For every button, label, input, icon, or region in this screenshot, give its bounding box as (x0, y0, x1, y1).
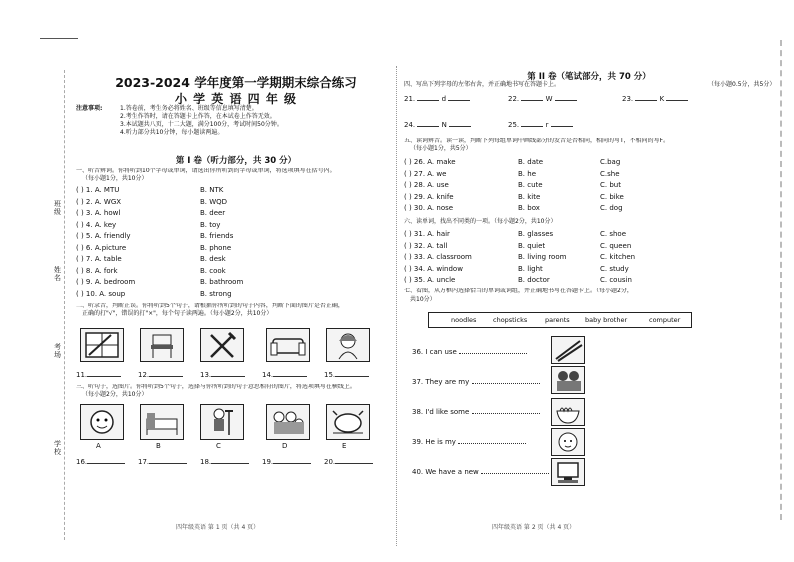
s3-answer-row (76, 458, 386, 470)
answer-blank[interactable] (87, 376, 121, 377)
side-label-name: 姓名 (54, 266, 61, 283)
notice-2: 2.考生作答时，请在答题卡上作答，在本试卷上作答无效。 (120, 113, 276, 120)
s1-item-3-option-a: ( ) 3. A. howl (76, 209, 121, 217)
s5-item-3-c: C. bike (600, 192, 624, 201)
family-icon (267, 405, 309, 439)
picture-b (140, 404, 184, 440)
answer-blank[interactable] (273, 376, 307, 377)
s1-item-10-option-b: B. strong (200, 289, 232, 298)
word-bank-1: chopsticks (493, 316, 528, 324)
s2-answer-num: 12. (138, 371, 150, 379)
s5-item-1-c: C.she (600, 169, 620, 178)
notice-1: 1.答卷前，考生务必将姓名、班级等信息填写清楚。 (120, 105, 258, 112)
fold-line (396, 66, 397, 546)
s6-item-4-c: C. cousin (600, 276, 632, 284)
chopsticks-icon (552, 337, 584, 363)
s4-num: 24. (404, 121, 416, 129)
answer-blank[interactable] (335, 463, 373, 464)
s6-item-4-a: ( ) 35. A. uncle (404, 276, 456, 284)
s3-score: （每小题2分，共10分） (82, 391, 148, 398)
s7-sentences (404, 330, 774, 480)
s3-answer-20[interactable] (324, 458, 386, 466)
s5-item-4-b: B. box (518, 204, 540, 212)
s6-title: 六、读单词，找出不同类的一项。（每小题2分，共10分） (404, 218, 557, 225)
s1-item-4-option-a: ( ) 4. A. key (76, 220, 117, 229)
s1-list (76, 186, 386, 301)
s5-item-4-c: C. dog (600, 204, 623, 212)
noodles-icon (552, 399, 584, 425)
s6-item-0-a: ( ) 31. A. hair (404, 230, 450, 238)
s7-sentence-text: 40. We have a new (412, 468, 479, 476)
side-label-school: 学校 (54, 440, 61, 457)
s3-letter-C: C (216, 442, 221, 450)
s6-item-1-a: ( ) 32. A. tall (404, 241, 448, 250)
s1-item-9-option-b: B. bathroom (200, 278, 244, 286)
answer-blank[interactable] (211, 376, 245, 377)
s2-answer-row (76, 371, 386, 383)
s2-answer-num: 11. (76, 371, 88, 379)
s4-letter: r (545, 121, 549, 129)
s1-item-4-option-b: B. toy (200, 220, 221, 229)
s4-letter: d (441, 95, 447, 103)
girl-icon (327, 329, 369, 361)
s1-item-2-option-b: B. WQD (200, 197, 228, 206)
s6-item-2-a: ( ) 33. A. classroom (404, 253, 472, 261)
s4-items (404, 95, 774, 135)
word-bank-2: parents (545, 316, 570, 324)
s1-item-6-option-b: B. phone (200, 243, 232, 252)
girl-picture (326, 328, 370, 362)
s1-title: 一、听音辨词。你将听到10个字母或单词，请选出你所听到的字母或单词，将选项填写在括号内。 (76, 168, 336, 174)
answer-blank[interactable] (472, 413, 540, 414)
s5-item-3-a: ( ) 29. A. knife (404, 192, 454, 201)
answer-blank[interactable] (521, 100, 543, 101)
s6-item-4-b: B. doctor (518, 276, 550, 284)
s1-item-2-option-a: ( ) 2. A. WGX (76, 197, 122, 206)
s1-item-8-option-b: B. cook (200, 266, 226, 275)
s1-item-6-option-a: ( ) 6. A.picture (76, 243, 127, 252)
word-bank-4: computer (649, 316, 681, 324)
s4-letter: N (441, 121, 447, 129)
s4-num: 22. (508, 95, 520, 103)
s4-num: 25. (508, 121, 520, 129)
s1-item-3-option-b: B. deer (200, 209, 226, 217)
word-bank-0: noodles (451, 316, 477, 324)
chopsticks-picture (551, 336, 585, 364)
answer-blank[interactable] (448, 100, 470, 101)
s7-sentence-38[interactable] (412, 408, 774, 416)
computer-picture (551, 458, 585, 486)
noodles-picture (551, 398, 585, 426)
answer-blank[interactable] (335, 376, 369, 377)
farmer-icon (201, 405, 243, 439)
s7-sentence-text: 39. He is my (412, 438, 456, 446)
word-bank-3: baby brother (585, 316, 628, 324)
picture-d (266, 404, 310, 440)
answer-blank[interactable] (521, 126, 543, 127)
answer-blank[interactable] (273, 463, 311, 464)
s4-score: （每小题0.5分，共5分） (708, 81, 776, 88)
corner-mark (40, 38, 78, 39)
s4-title: 四、写出下列字母的左邻右舍，并正确地书写在答题卡上。 (404, 81, 561, 88)
s5-item-2-a: ( ) 28. A. use (404, 181, 449, 189)
answer-blank[interactable] (417, 126, 439, 127)
binding-line (64, 70, 65, 540)
fork-knife-picture (200, 328, 244, 362)
s2-answer-num: 13. (200, 371, 212, 379)
picture-e (326, 404, 370, 440)
answer-blank[interactable] (449, 126, 471, 127)
s1-score: （每小题1分，共10分） (82, 175, 148, 182)
s2-answer-15[interactable] (324, 371, 386, 379)
cut-line (780, 40, 782, 520)
answer-blank[interactable] (417, 100, 439, 101)
answer-blank[interactable] (481, 473, 549, 474)
sofa-picture (266, 328, 310, 362)
side-label-class: 班级 (54, 200, 61, 217)
page-2-footer: 四年级英语 第 2 页（共 4 页） (492, 524, 576, 531)
answer-blank[interactable] (149, 376, 183, 377)
s4-num: 21. (404, 95, 416, 103)
answer-blank[interactable] (459, 353, 527, 354)
s3-answer-num: 20. (324, 458, 336, 466)
s6-item-2-c: C. kitchen (600, 253, 636, 261)
answer-blank[interactable] (666, 100, 688, 101)
word-bank (428, 312, 692, 328)
s5-item-0-a: ( ) 26. A. make (404, 158, 456, 166)
s6-list (404, 230, 774, 290)
baby-brother-picture (551, 428, 585, 456)
s7-sentence-text: 36. I can use (412, 348, 457, 356)
s3-letter-E: E (342, 442, 347, 450)
s5-item-2-c: C. but (600, 181, 621, 189)
s3-letter-A: A (96, 442, 101, 450)
answer-blank[interactable] (458, 443, 526, 444)
s7-sentence-40[interactable] (412, 468, 774, 476)
answer-blank[interactable] (555, 100, 577, 101)
parents-icon (552, 367, 584, 393)
computer-icon (552, 459, 584, 485)
s6-item-3-c: C. study (600, 264, 629, 273)
s6-item-3-a: ( ) 34. A. window (404, 264, 463, 273)
s5-title: 五、读词辨音。读一读，判断下列每组单词中画线部分的发音是否相同，相同的写T，不相同的写F。 (404, 138, 670, 144)
s5-item-3-b: B. kite (518, 192, 541, 201)
s4-letter: W (545, 95, 553, 103)
s3-answer-num: 16. (76, 458, 88, 466)
s6-item-1-c: C. queen (600, 241, 632, 250)
s3-answer-num: 18. (200, 458, 212, 466)
s7-sentence-39[interactable] (412, 438, 774, 446)
s4-num: 23. (622, 95, 634, 103)
s6-item-3-b: B. light (518, 264, 543, 273)
s3-answer-num: 17. (138, 458, 150, 466)
chair-picture (140, 328, 184, 362)
s6-item-0-b: B. glasses (518, 230, 554, 238)
s3-letter-row (76, 442, 386, 452)
notice-label: 注意事项: (76, 105, 103, 112)
notice-3: 3.本试题共八页，十二大题，满分100分，考试时间50分钟。 (120, 121, 283, 128)
boy-face-icon (81, 405, 123, 439)
s7-score: 共10分） (410, 296, 436, 303)
bedroom-icon (141, 405, 183, 439)
sofa-icon (267, 329, 309, 361)
s1-item-7-option-a: ( ) 7. A. table (76, 255, 122, 263)
page-title: 2023-2024 学年度第一学期期末综合练习 (115, 75, 357, 90)
s5-score: （每小题1分，共5分） (410, 145, 472, 152)
answer-blank[interactable] (87, 463, 125, 464)
s5-list (404, 158, 774, 218)
s1-item-5-option-b: B. friends (200, 232, 234, 240)
picture-c (200, 404, 244, 440)
answer-blank[interactable] (635, 100, 657, 101)
picture-a (80, 404, 124, 440)
s2-answer-num: 15. (324, 371, 336, 379)
parents-picture (551, 366, 585, 394)
answer-blank[interactable] (149, 463, 187, 464)
page-1-footer: 四年级英语 第 1 页（共 4 页） (176, 524, 260, 531)
s6-item-1-b: B. quiet (518, 241, 546, 250)
s7-sentence-37[interactable] (412, 378, 774, 386)
s4-item-25[interactable] (508, 121, 774, 129)
s5-item-4-a: ( ) 30. A. nose (404, 204, 454, 212)
s1-item-7-option-b: B. desk (200, 255, 226, 263)
s2-line2: 正确的打"√"，错误的打"×"，每个句子读两遍。（每小题2分，共10分） (82, 310, 273, 317)
s4-item-23[interactable] (622, 95, 774, 103)
s1-item-8-option-a: ( ) 8. A. fork (76, 266, 118, 275)
s5-item-0-b: B. date (518, 158, 544, 166)
s6-item-0-c: C. shoe (600, 230, 627, 238)
s7-title: 七、看图，从方框内选择恰当的单词或词组，并正确地书写在答题卡上。（每小题2分， (404, 288, 633, 294)
s3-letter-D: D (282, 442, 288, 450)
baby-icon (552, 429, 584, 455)
s7-sentence-text: 37. They are my (412, 378, 470, 386)
chicken-icon (327, 405, 369, 439)
chair-icon (141, 329, 183, 361)
part2-title: 第 II 卷（笔试部分，共 70 分） (527, 72, 651, 82)
s3-title: 三、听句子，选图片。你将听到5个句子，选择与你所听到的句子意思相符的图片，将选项填写在横线上。 (76, 384, 356, 390)
window-picture (80, 328, 124, 362)
s2-answer-num: 14. (262, 371, 274, 379)
s1-item-5-option-a: ( ) 5. A. friendly (76, 232, 131, 240)
answer-blank[interactable] (551, 126, 573, 127)
s3-letter-B: B (156, 442, 161, 450)
s5-item-1-a: ( ) 27. A. we (404, 169, 447, 178)
answer-blank[interactable] (211, 463, 249, 464)
side-label-room: 考场 (54, 343, 61, 360)
s7-sentence-36[interactable] (412, 348, 774, 356)
fork-knife-icon (201, 329, 243, 361)
s2-title: 二、听录音，判断正误。你将听到5个句子，请根据你所听到的句子内容，判断下面的图片是否正确， (76, 303, 344, 309)
s4-letter: K (659, 95, 665, 103)
answer-blank[interactable] (472, 383, 540, 384)
s6-item-2-b: B. living room (518, 253, 567, 261)
s5-item-0-c: C.bag (600, 158, 621, 166)
s5-item-1-b: B. he (518, 169, 536, 178)
s1-item-10-option-a: ( ) 10. A. soup (76, 289, 126, 298)
notice-4: 4.听力部分共10分钟，每小题读两遍。 (120, 129, 224, 136)
page-subtitle: 小 学 英 语 四 年 级 (174, 92, 298, 106)
s1-item-1-option-a: ( ) 1. A. MTU (76, 186, 120, 194)
window-icon (81, 329, 123, 361)
s7-sentence-text: 38. I'd like some (412, 408, 470, 416)
s3-answer-num: 19. (262, 458, 274, 466)
part1-title: 第 I 卷（听力部分，共 30 分） (175, 156, 297, 166)
s1-item-1-option-b: B. NTK (200, 186, 224, 194)
s1-item-9-option-a: ( ) 9. A. bedroom (76, 278, 136, 286)
s5-item-2-b: B. cute (518, 181, 543, 189)
